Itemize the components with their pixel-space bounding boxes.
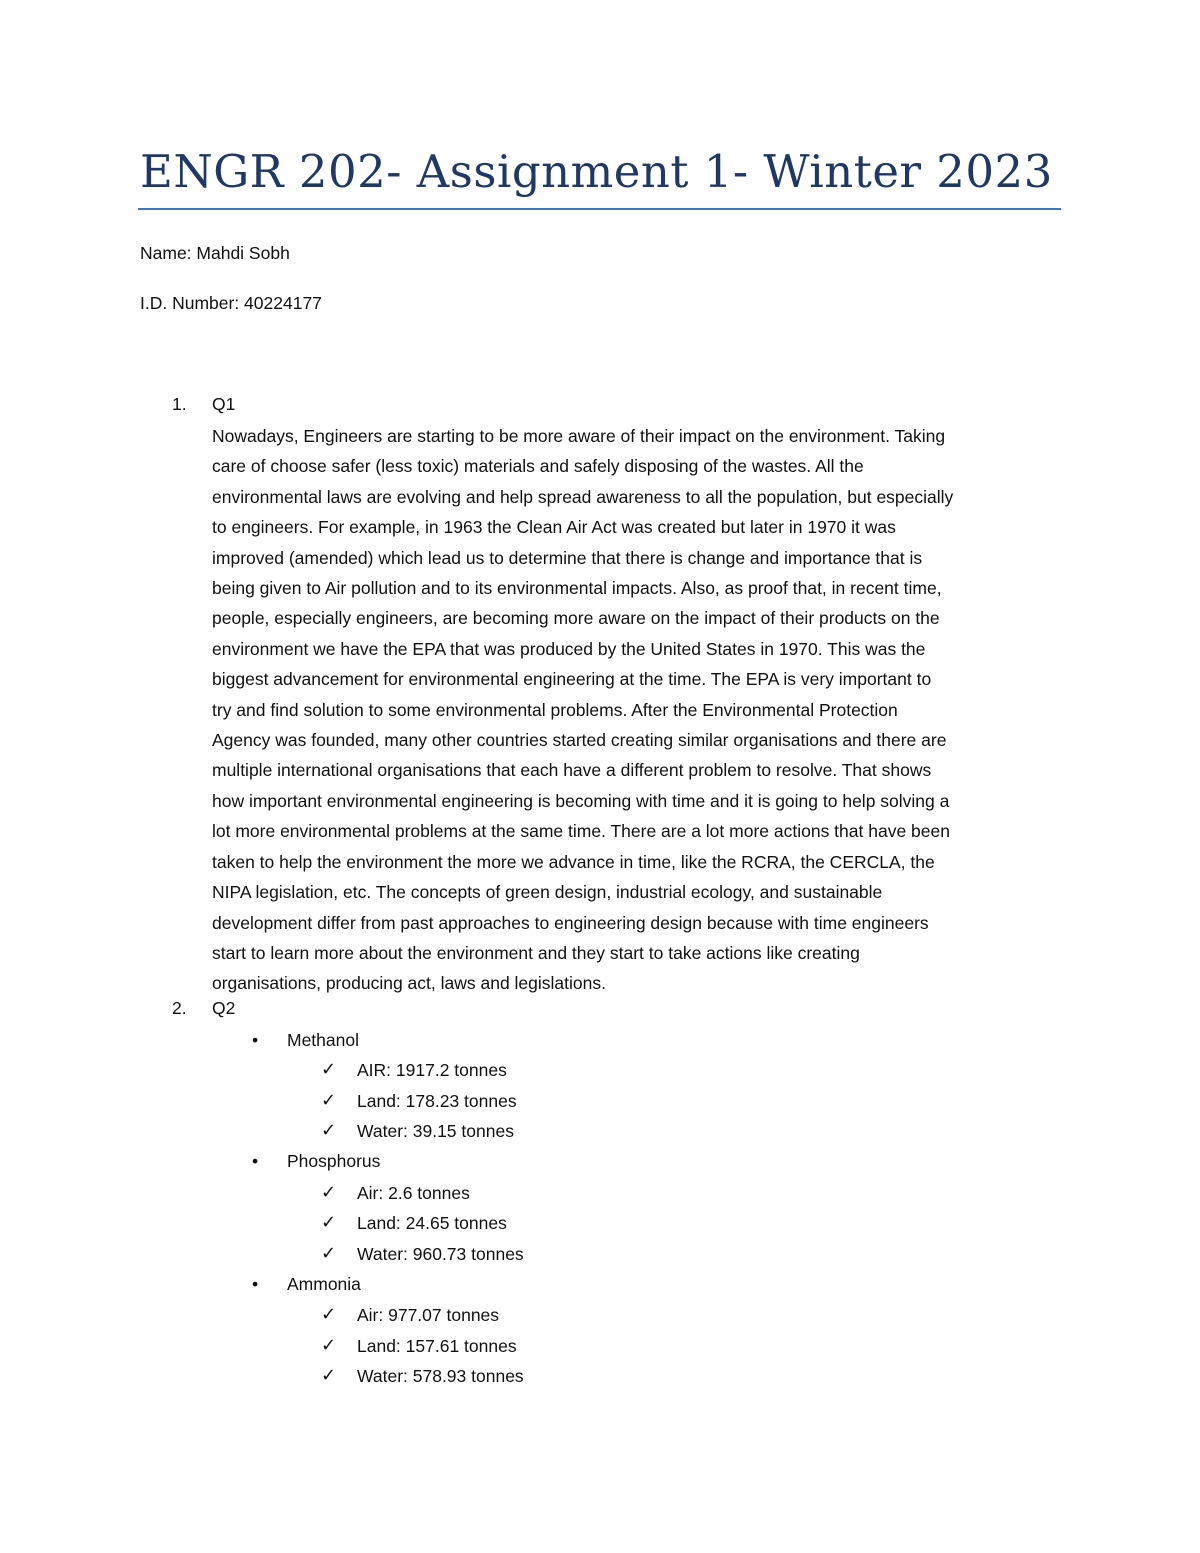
student-id: I.D. Number: 40224177 — [140, 293, 322, 313]
answer-line: how important environmental engineering is becoming with time and it is going to help solving a — [212, 790, 950, 811]
document-title: ENGR 202- Assignment 1- Winter 2023 — [140, 145, 1053, 198]
student-name: Name: Mahdi Sobh — [140, 243, 290, 263]
answer-line: Nowadays, Engineers are starting to be more aware of their impact on the environment. Taking — [212, 426, 946, 446]
bullet-icon: • — [252, 1274, 259, 1294]
question-1-number: 1. — [172, 394, 187, 414]
checkmark-icon: ✓ — [321, 1304, 337, 1324]
methanol-land: Land: 178.23 tonnes — [357, 1091, 517, 1111]
checkmark-icon: ✓ — [321, 1212, 337, 1232]
answer-line: improved (amended) which lead us to determine that there is change and importance that is — [212, 547, 923, 568]
phosphorus-land: Land: 24.65 tonnes — [357, 1213, 507, 1233]
checkmark-icon: ✓ — [321, 1182, 337, 1202]
answer-line: people, especially engineers, are becoming more aware on the impact of their products on the — [212, 608, 940, 629]
substance-methanol: Methanol — [287, 1030, 359, 1050]
answer-line: Agency was founded, many other countries started creating similar organisations and there are — [212, 730, 947, 751]
phosphorus-air: Air: 2.6 tonnes — [357, 1183, 470, 1203]
methanol-air: AIR: 1917.2 tonnes — [357, 1060, 507, 1080]
ammonia-land: Land: 157.61 tonnes — [357, 1336, 517, 1356]
answer-line: try and find solution to some environmental problems. After the Environmental Protection — [212, 699, 898, 720]
answer-line: lot more environmental problems at the same time. There are a lot more actions that have been — [212, 821, 950, 842]
question-1-label: Q1 — [212, 394, 236, 414]
bullet-icon: • — [252, 1030, 259, 1050]
answer-line: organisations, producing act, laws and legislations. — [212, 973, 606, 994]
ammonia-water: Water: 578.93 tonnes — [357, 1366, 524, 1386]
question-1-answer — [212, 421, 1072, 999]
answer-line: being given to Air pollution and to its environmental impacts. Also, as proof that, in recent time, — [212, 578, 942, 599]
answer-line: multiple international organisations that each have a different problem to resolve. That shows — [212, 760, 932, 781]
checkmark-icon: ✓ — [321, 1365, 337, 1385]
checkmark-icon: ✓ — [321, 1090, 337, 1110]
answer-line: environmental laws are evolving and help spread awareness to all the population, but especially — [212, 486, 954, 507]
answer-line: development differ from past approaches to engineering design because with time engineers — [212, 912, 929, 933]
question-2-label: Q2 — [212, 998, 236, 1018]
phosphorus-water: Water: 960.73 tonnes — [357, 1244, 524, 1264]
answer-line: start to learn more about the environment and they start to take actions like creating — [212, 942, 860, 963]
answer-line: environment we have the EPA that was produced by the United States in 1970. This was the — [212, 638, 926, 659]
checkmark-icon: ✓ — [321, 1120, 337, 1140]
title-underline — [138, 208, 1061, 210]
checkmark-icon: ✓ — [321, 1059, 337, 1079]
answer-line: to engineers. For example, in 1963 the Clean Air Act was created but later in 1970 it was — [212, 517, 896, 538]
answer-line: NIPA legislation, etc. The concepts of green design, industrial ecology, and sustainable — [212, 882, 883, 903]
bullet-icon: • — [252, 1151, 259, 1171]
answer-line: care of choose safer (less toxic) materials and safely disposing of the wastes. All the — [212, 456, 864, 477]
substance-ammonia: Ammonia — [287, 1274, 361, 1294]
answer-line: taken to help the environment the more we advance in time, like the RCRA, the CERCLA, the — [212, 851, 935, 872]
checkmark-icon: ✓ — [321, 1335, 337, 1355]
methanol-water: Water: 39.15 tonnes — [357, 1121, 514, 1141]
substance-phosphorus: Phosphorus — [287, 1151, 381, 1171]
ammonia-air: Air: 977.07 tonnes — [357, 1305, 500, 1325]
checkmark-icon: ✓ — [321, 1243, 337, 1263]
question-2-number: 2. — [172, 998, 187, 1018]
answer-line: biggest advancement for environmental engineering at the time. The EPA is very important to — [212, 669, 932, 690]
